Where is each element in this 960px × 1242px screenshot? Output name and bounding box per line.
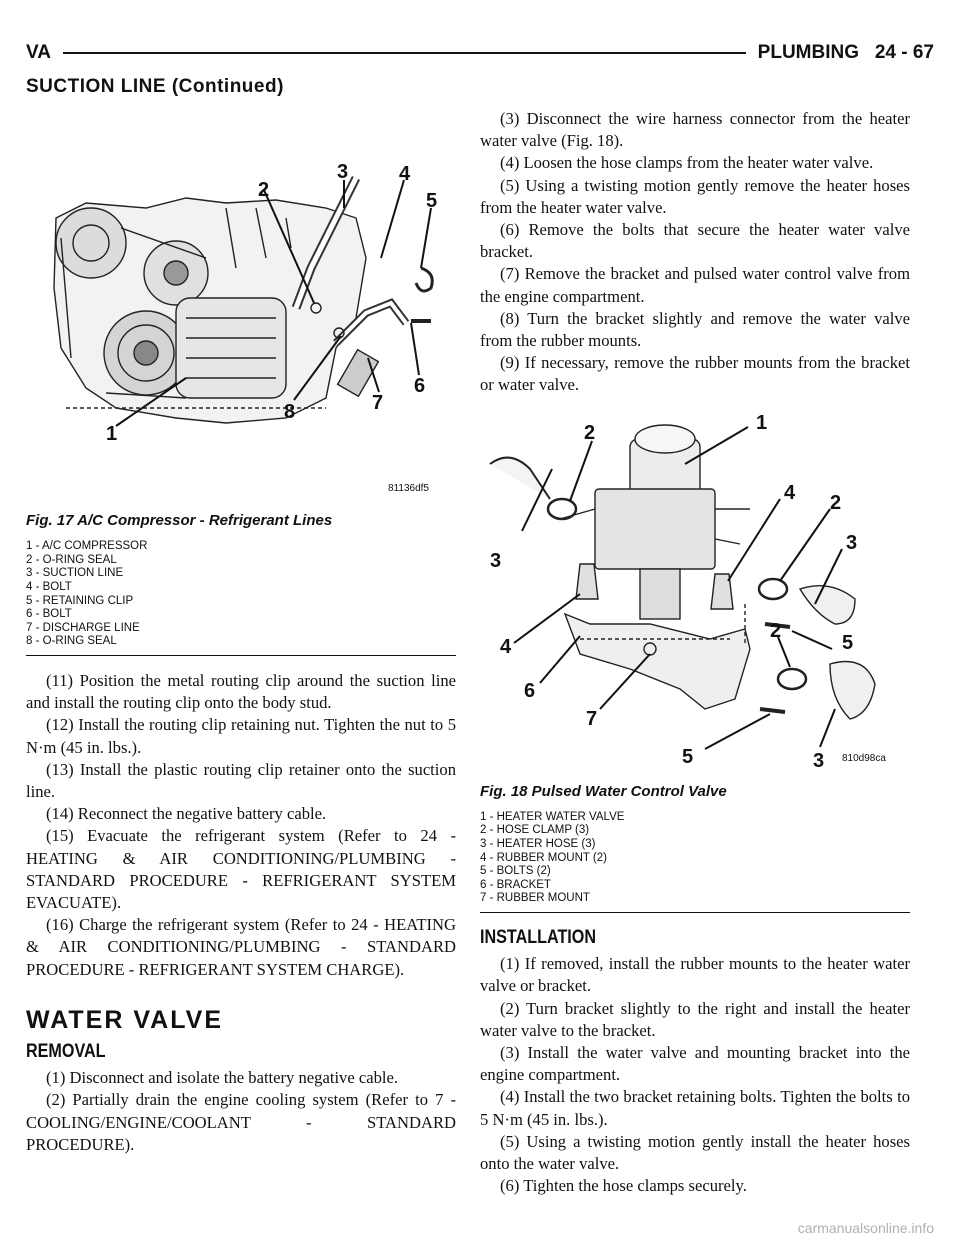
removal-step-2: (2) Partially drain the engine cooling system (Refer to 7 - COOLING/ENGINE/COOLANT - STANDARD PROCEDURE). [26, 1090, 456, 1154]
step-15: (15) Evacuate the refrigerant system (Refer to 24 - HEATING & AIR CONDITIONING/PLUMBING - STANDARD PROCEDURE - REFRIGERANT SYSTEM EVACUATE). [26, 826, 456, 912]
installation-heading: INSTALLATION [480, 927, 597, 948]
fig17-legend-item: 7 - DISCHARGE LINE [26, 621, 140, 634]
fig17-legend-item: 1 - A/C COMPRESSOR [26, 540, 148, 553]
fig18-illustration [480, 409, 910, 809]
step-14: (14) Reconnect the negative battery cable. [46, 804, 327, 824]
fig18-code: 810d98ca [842, 752, 886, 764]
removal-step-7: (7) Remove the bracket and pulsed water control valve from the engine compartment. [480, 264, 910, 306]
fig17-legend-item: 4 - BOLT [26, 580, 72, 593]
removal-step-4: (4) Loosen the hose clamps from the heater water valve. [500, 153, 874, 173]
header-rule [63, 52, 746, 54]
fig17-title: Fig. 17 A/C Compressor - Refrigerant Lines [26, 512, 333, 529]
fig18-callout-4: 4 [784, 481, 796, 504]
fig18-callout-2: 2 [584, 421, 596, 444]
fig17-callout-5: 5 [426, 190, 438, 212]
fig18-callout-5: 5 [842, 631, 854, 654]
step-11: (11) Position the metal routing clip around the suction line and install the routing clip onto the body stud. [26, 670, 456, 713]
removal-step-9: (9) If necessary, remove the rubber mounts from the bracket or water valve. [480, 353, 910, 395]
fig18-legend-item: 2 - HOSE CLAMP (3) [480, 824, 590, 837]
fig17-callout-2: 2 [258, 179, 270, 201]
fig17-legend-item: 6 - BOLT [26, 608, 72, 621]
fig18-callout-3: 3 [846, 531, 858, 554]
fig17-divider [26, 655, 456, 656]
removal-heading: REMOVAL [26, 1041, 106, 1062]
fig17-callout-3: 3 [337, 161, 349, 183]
step-12: (12) Install the routing clip retaining nut. Tighten the nut to 5 N·m (45 in. lbs.). [26, 715, 456, 757]
continued-heading: SUCTION LINE (Continued) [26, 76, 284, 97]
fig17-code: 81136df5 [388, 483, 429, 494]
fig17-legend-item: 5 - RETAINING CLIP [26, 594, 134, 607]
left-column [26, 108, 456, 1156]
right-column [480, 108, 910, 1197]
water-valve-heading: WATER VALVE [26, 1005, 223, 1034]
fig18-legend-item: 1 - HEATER WATER VALVE [480, 810, 625, 823]
header-section-code: VA [26, 42, 51, 63]
step-13: (13) Install the plastic routing clip retainer onto the suction line. [26, 759, 456, 801]
fig18-legend-item: 5 - BOLTS (2) [480, 865, 551, 878]
fig18-legend [480, 811, 910, 906]
fig18-callout-2c: 2 [770, 619, 782, 642]
fig17-legend [26, 540, 456, 649]
fig17-callout-6: 6 [414, 375, 426, 397]
fig17-callout-8: 8 [284, 401, 296, 423]
fig18-callout-2b: 2 [830, 491, 842, 514]
fig18-legend-item: 3 - HEATER HOSE (3) [480, 838, 596, 851]
fig17-legend-item: 8 - O-RING SEAL [26, 635, 117, 648]
removal-step-6: (6) Remove the bolts that secure the heater water valve bracket. [480, 220, 910, 262]
fig18-callout-3c: 3 [813, 749, 825, 772]
install-step-6: (6) Tighten the hose clamps securely. [500, 1176, 747, 1196]
header-page-ref: PLUMBING 24 - 67 [757, 42, 934, 63]
fig18-callout-3b: 3 [490, 549, 502, 572]
fig17-callout-7: 7 [372, 392, 384, 414]
fig17-legend-item: 3 - SUCTION LINE [26, 567, 124, 580]
fig18-legend-item: 4 - RUBBER MOUNT (2) [480, 851, 607, 864]
fig18-callout-5b: 5 [682, 745, 694, 768]
fig17-legend-item: 2 - O-RING SEAL [26, 553, 117, 566]
fig17-callout-4: 4 [399, 163, 411, 185]
page-header [26, 40, 934, 66]
install-step-1: (1) If removed, install the rubber mounts to the heater water valve or bracket. [480, 954, 910, 996]
fig18-legend-item: 7 - RUBBER MOUNT [480, 892, 590, 905]
removal-step-1: (1) Disconnect and isolate the battery negative cable. [46, 1068, 399, 1088]
fig18-divider [480, 912, 910, 913]
fig18-callout-7: 7 [586, 707, 598, 730]
fig18-callout-1: 1 [756, 411, 768, 434]
install-step-4: (4) Install the two bracket retaining bolts. Tighten the bolts to 5 N·m (45 in. lbs.). [480, 1087, 910, 1129]
removal-step-5: (5) Using a twisting motion gently remove the heater hoses from the heater water valve. [480, 175, 910, 217]
fig17-illustration [26, 108, 456, 508]
removal-step-3: (3) Disconnect the wire harness connector from the heater water valve (Fig. 18). [480, 109, 910, 151]
install-step-3: (3) Install the water valve and mounting bracket into the engine compartment. [480, 1043, 910, 1085]
fig17-callout-1: 1 [106, 423, 118, 445]
fig18-title: Fig. 18 Pulsed Water Control Valve [480, 782, 727, 800]
fig18-legend-item: 6 - BRACKET [480, 878, 551, 891]
fig18-callout-4b: 4 [500, 635, 512, 658]
watermark: carmanualsonline.info [797, 1220, 934, 1236]
install-step-5: (5) Using a twisting motion gently install the heater hoses onto the water valve. [480, 1131, 910, 1174]
step-16: (16) Charge the refrigerant system (Refer to 24 - HEATING & AIR CONDITIONING/PLUMBING - STANDARD PROCEDURE - REFRIGERANT SYSTEM CHARGE). [26, 915, 456, 979]
removal-step-8: (8) Turn the bracket slightly and remove the water valve from the rubber mounts. [480, 308, 910, 351]
fig18-callout-6: 6 [524, 679, 536, 702]
install-step-2: (2) Turn bracket slightly to the right and install the heater water valve to the bracket. [480, 998, 910, 1040]
